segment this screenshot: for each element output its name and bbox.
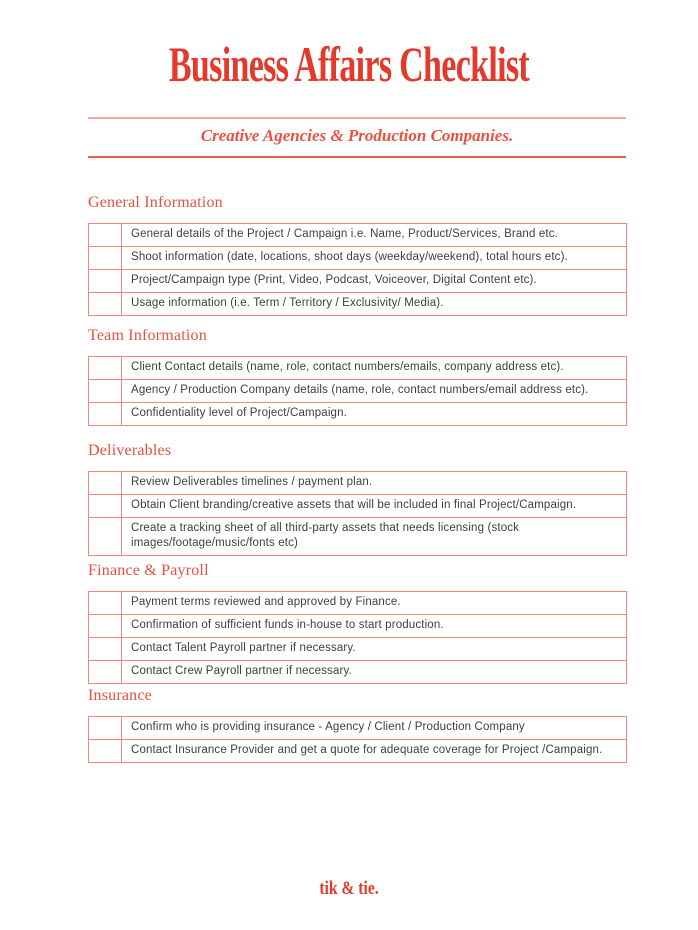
checkbox-cell: [89, 592, 122, 615]
checklist-table: [88, 716, 627, 763]
checklist-row: [89, 247, 627, 270]
checkbox-cell: [89, 495, 122, 518]
checklist-row: [89, 717, 627, 740]
checkbox-cell: [89, 270, 122, 293]
checkbox-cell: [89, 615, 122, 638]
section-title: Deliverables: [88, 442, 172, 459]
checklist-item-text: Client Contact details (name, role, contact numbers/emails, company address etc).: [122, 357, 627, 380]
checkbox-cell: [89, 472, 122, 495]
checklist-row: [89, 224, 627, 247]
checkbox-cell: [89, 661, 122, 684]
checklist-row: [89, 661, 627, 684]
checklist-item-text: Obtain Client branding/creative assets that will be included in final Project/Campaign.: [122, 495, 627, 518]
section-team-information: [88, 327, 627, 426]
checklist-row: [89, 403, 627, 426]
checklist-item-text: Contact Insurance Provider and get a quote for adequate coverage for Project /Campaign.: [122, 740, 627, 763]
brand-logo-text: tik & tie.: [319, 878, 379, 899]
checklist-row: [89, 380, 627, 403]
checklist-table: [88, 471, 627, 556]
checklist-row: [89, 592, 627, 615]
checklist-item-text: Confirm who is providing insurance - Agency / Client / Production Company: [122, 717, 627, 740]
checkbox-cell: [89, 717, 122, 740]
section-title: Team Information: [88, 327, 207, 344]
checkbox-cell: [89, 638, 122, 661]
checklist-row: [89, 293, 627, 316]
checklist-row: [89, 472, 627, 495]
divider-bottom: [88, 156, 626, 158]
checklist-row: [89, 518, 627, 556]
checklist-row: [89, 740, 627, 763]
checklist-item-text: Create a tracking sheet of all third-party assets that needs licensing (stock images/footage/music/fonts etc): [122, 518, 627, 556]
section-title: Finance & Payroll: [88, 562, 209, 579]
section-title: Insurance: [88, 687, 152, 704]
checkbox-cell: [89, 740, 122, 763]
checklist-item-text: Shoot information (date, locations, shoot days (weekday/weekend), total hours etc).: [122, 247, 627, 270]
page-subtitle: Creative Agencies & Production Companies.: [200, 126, 514, 145]
checkbox-cell: [89, 518, 122, 556]
checklist-row: [89, 615, 627, 638]
checklist-item-text: Project/Campaign type (Print, Video, Podcast, Voiceover, Digital Content etc).: [122, 270, 627, 293]
checklist-row: [89, 270, 627, 293]
checklist-item-text: Usage information (i.e. Term / Territory / Exclusivity/ Media).: [122, 293, 627, 316]
checkbox-cell: [89, 224, 122, 247]
checklist-item-text: Agency / Production Company details (name, role, contact numbers/email address etc).: [122, 380, 627, 403]
checklist-item-text: Review Deliverables timelines / payment plan.: [122, 472, 627, 495]
checklist-item-text: Payment terms reviewed and approved by Finance.: [122, 592, 627, 615]
section-insurance: [88, 687, 627, 763]
checklist-table: [88, 591, 627, 684]
section-deliverables: [88, 442, 627, 556]
checklist-item-text: Confidentiality level of Project/Campaign.: [122, 403, 627, 426]
section-finance-payroll: [88, 562, 627, 684]
checkbox-cell: [89, 380, 122, 403]
section-general-information: [88, 194, 627, 316]
checklist-row: [89, 495, 627, 518]
checklist-item-text: Contact Crew Payroll partner if necessary.: [122, 661, 627, 684]
checkbox-cell: [89, 357, 122, 380]
checklist-item-text: Confirmation of sufficient funds in-house to start production.: [122, 615, 627, 638]
checklist-row: [89, 357, 627, 380]
checklist-table: [88, 223, 627, 316]
checklist-item-text: Contact Talent Payroll partner if necessary.: [122, 638, 627, 661]
checkbox-cell: [89, 247, 122, 270]
section-title: General Information: [88, 194, 223, 211]
checkbox-cell: [89, 403, 122, 426]
checklist-item-text: General details of the Project / Campaign i.e. Name, Product/Services, Brand etc.: [122, 224, 627, 247]
checklist-row: [89, 638, 627, 661]
checklist-table: [88, 356, 627, 426]
checkbox-cell: [89, 293, 122, 316]
page-title: Business Affairs Checklist: [168, 36, 530, 92]
divider-top: [88, 117, 626, 119]
